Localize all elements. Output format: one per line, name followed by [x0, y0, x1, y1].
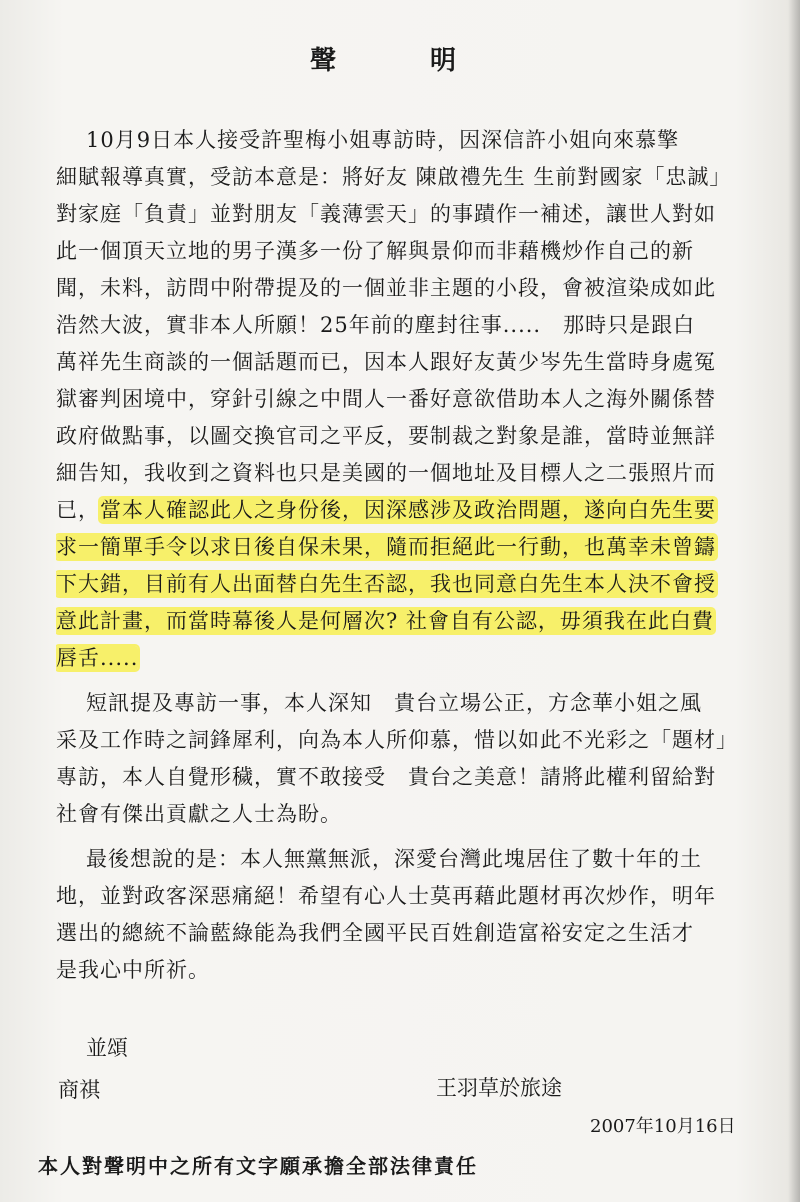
statement-line: [56, 233, 768, 270]
statement-line: [56, 492, 768, 529]
line-text: 已，: [56, 498, 100, 522]
line-text: 是我心中所祈。: [56, 958, 210, 982]
statement-line: [56, 566, 768, 603]
line-text: 浩然大波，實非本人所願！25年前的塵封往事..... 那時只是跟白: [56, 313, 696, 337]
statement-line: [56, 455, 768, 492]
highlighted-text: 下大錯，目前有人出面替白先生否認，我也同意白先生本人決不會授: [56, 572, 716, 596]
line-text: 地，並對政客深惡痛絕！希望有心人士莫再藉此題材再次炒作，明年: [56, 884, 716, 908]
statement-body: [56, 122, 768, 989]
highlighted-text: 當本人確認此人之身份後，因深感涉及政治問題，遂向白先生要: [100, 498, 716, 522]
statement-line: [56, 381, 768, 418]
statement-line: [56, 952, 768, 989]
statement-line: [56, 344, 768, 381]
statement-line: [56, 418, 768, 455]
statement-line: [56, 529, 768, 566]
statement-line: [56, 603, 768, 640]
closing-greeting: 商祺: [58, 1078, 100, 1102]
line-text: 社會有傑出貢獻之人士為盼。: [56, 802, 342, 826]
line-text: 對家庭「負責」並對朋友「義薄雲天」的事蹟作一補述，讓世人對如: [56, 202, 716, 226]
statement-line: [56, 196, 768, 233]
statement-line: [56, 122, 768, 159]
line-text: 最後想說的是：本人無黨無派，深愛台灣此塊居住了數十年的土: [86, 847, 702, 871]
line-text: 采及工作時之詞鋒犀利，向為本人所仰慕，惜以如此不光彩之「題材」: [56, 728, 738, 752]
statement-line: [56, 841, 768, 878]
statement-line: [56, 796, 768, 833]
statement-line: [56, 915, 768, 952]
line-text: 10月9日本人接受許聖梅小姐專訪時，因深信許小姐向來慕擎: [86, 128, 680, 152]
statement-line: [56, 722, 768, 759]
line-text: 細賦報導真實，受訪本意是：將好友 陳啟禮先生 生前對國家「忠誠」: [56, 165, 732, 189]
signature: 王羽草於旅途: [436, 1076, 562, 1100]
line-text: 短訊提及專訪一事，本人深知 貴台立場公正，方念華小姐之風: [86, 691, 702, 715]
highlighted-text: 意此計畫，而當時幕後人是何層次? 社會自有公認，毋須我在此白費: [56, 609, 714, 633]
line-text: 政府做點事，以圖交換官司之平反，要制裁之對象是誰，當時並無詳: [56, 424, 716, 448]
line-text: 專訪，本人自覺形穢，實不敢接受 貴台之美意！請將此權利留給對: [56, 765, 716, 789]
statement-line: [56, 685, 768, 722]
paragraph-gap: [56, 833, 768, 841]
statement-line: [56, 270, 768, 307]
highlighted-text: 唇舌.....: [56, 646, 139, 670]
highlighted-text: 求一簡單手令以求日後自保未果，隨而拒絕此一行動，也萬幸未曾鑄: [56, 535, 716, 559]
line-text: 細告知，我收到之資料也只是美國的一個地址及目標人之二張照片而: [56, 461, 716, 485]
line-text: 此一個頂天立地的男子漢多一份了解與景仰而非藉機炒作自己的新: [56, 239, 694, 263]
document-title: 聲 明: [309, 46, 490, 76]
page-edge-shadow: [788, 0, 800, 1202]
statement-line: [56, 878, 768, 915]
statement-line: [56, 640, 768, 677]
statement-line: [56, 307, 768, 344]
legal-responsibility-note: 本人對聲明中之所有文字願承擔全部法律責任: [38, 1154, 478, 1178]
paragraph-gap: [56, 677, 768, 685]
statement-date: 2007年10月16日: [590, 1116, 736, 1137]
line-text: 選出的總統不論藍綠能為我們全國平民百姓創造富裕安定之生活才: [56, 921, 694, 945]
statement-line: [56, 159, 768, 196]
line-text: 獄審判困境中，穿針引線之中間人一番好意欲借助本人之海外關係替: [56, 387, 716, 411]
line-text: 聞，未料，訪問中附帶提及的一個並非主題的小段，會被渲染成如此: [56, 276, 716, 300]
statement-line: [56, 759, 768, 796]
line-text: 萬祥先生商談的一個話題而已，因本人跟好友黃少岑先生當時身處冤: [56, 350, 716, 374]
closing-salutation: 並頌: [86, 1036, 128, 1060]
